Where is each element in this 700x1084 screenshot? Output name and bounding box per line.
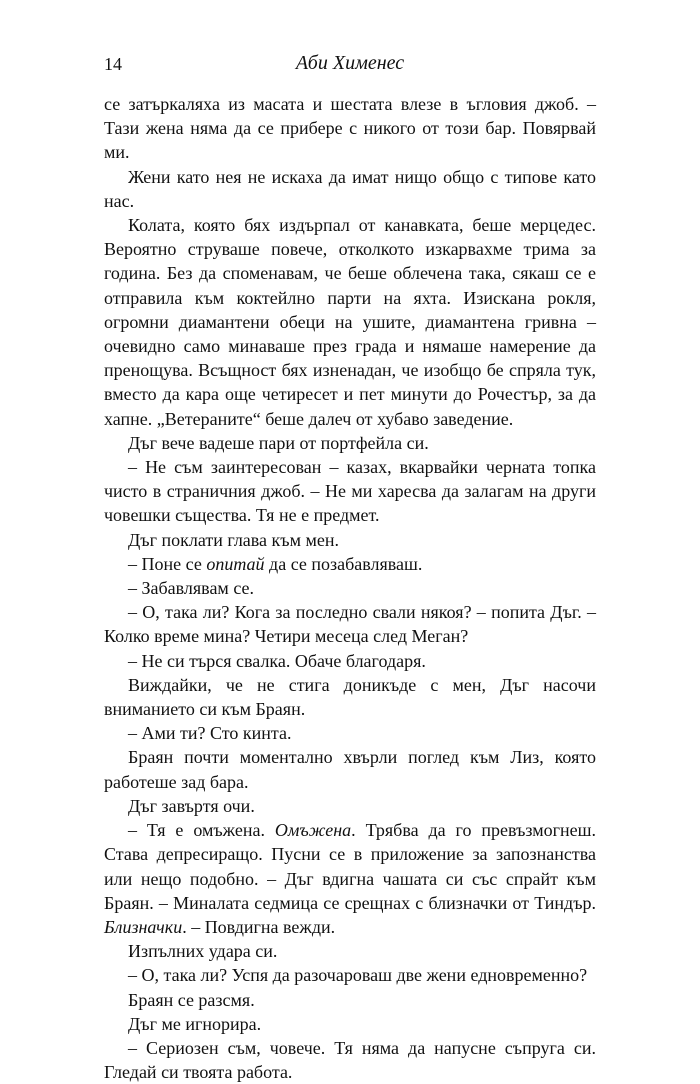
emphasis-text: Близначки: [104, 916, 183, 937]
text-run: . Трябва да го превъзмогнеш. Става депресиращо. Пусни се в приложение за запознанства или нещо подобно. – Дъг вдигна чашата си със спрайт към Браян. – Миналата седмица се срещнах с близначки от Тиндър.: [104, 820, 596, 913]
emphasis-text: Омъжена: [274, 820, 352, 841]
paragraph: – Не си търся свалка. Обаче благодаря.: [128, 650, 426, 671]
paragraph: Виждайки, че не стига доникъде с мен, Дъг насочи вниманието си към Браян.: [104, 674, 596, 720]
paragraph: [104, 818, 596, 939]
paragraph: Колата, която бях издърпал от канавката, беше мерцедес. Вероятно струваше повече, отколкото изкарвахме трима за година. Без да споменавам, че беше облечена така, сякаш се е отправила към коктейлно парти на яхта. Изискана рокля, огромни диамантени обеци на ушите, диамантена гривна – очевидно само минаваше през града и нямаше намерение да пренощува. Всъщност бях изненадан, че изобщо бе спряла тук, вместо да кара още четиресет и пет минути до Рочестър, за да хапне. „Ветераните“ беше далеч от хубаво заведение.: [104, 215, 596, 429]
text-run: . – Повдигна вежди.: [182, 916, 336, 937]
paragraph: Дъг поклати глава към мен.: [128, 529, 339, 550]
emphasis-text: опитай: [206, 553, 265, 574]
body-text: [104, 92, 596, 1084]
paragraph: Жени като нея не искаха да имат нищо общо с типове като нас.: [104, 166, 596, 211]
text-run: – Поне се: [128, 553, 207, 574]
paragraph: Дъг завъртя очи.: [128, 795, 255, 816]
paragraph: – Ами ти? Сто кинта.: [128, 723, 292, 744]
paragraph: – Сериозен съм, човече. Тя няма да напусне съпруга си. Гледай си твоята работа.: [104, 1037, 596, 1083]
page-number: 14: [104, 54, 122, 74]
paragraph: – Не съм заинтересован – казах, вкарвайки черната топка чисто в страничния джоб. – Не ми харесва да залагам на други човешки същества. Тя не е предмет.: [104, 457, 596, 526]
paragraph: [104, 552, 596, 576]
paragraph: се затъркаляха из масата и шестата влезе в ъгловия джоб. – Тази жена няма да се прибере с никого от този бар. Повярвай ми.: [104, 94, 596, 163]
paragraph: Браян почти моментално хвърли поглед към Лиз, която работеше зад бара.: [104, 747, 596, 792]
page-header: [104, 52, 596, 82]
paragraph: Браян се разсмя.: [128, 989, 255, 1010]
paragraph: Дъг вече вадеше пари от портфейла си.: [128, 432, 429, 453]
paragraph: – О, така ли? Успя да разочароваш две жени едновременно?: [128, 965, 588, 986]
text-run: да се позабавляваш.: [264, 553, 423, 574]
text-run: – Тя е омъжена.: [128, 820, 275, 841]
paragraph: Изпълних удара си.: [128, 941, 278, 962]
running-head-author: Аби Хименес: [295, 52, 405, 74]
paragraph: – О, така ли? Кога за последно свали някоя? – попита Дъг. – Колко време мина? Четири месеца след Меган?: [104, 602, 596, 647]
paragraph: Дъг ме игнорира.: [128, 1013, 262, 1034]
paragraph: – Забавлявам се.: [128, 578, 255, 599]
